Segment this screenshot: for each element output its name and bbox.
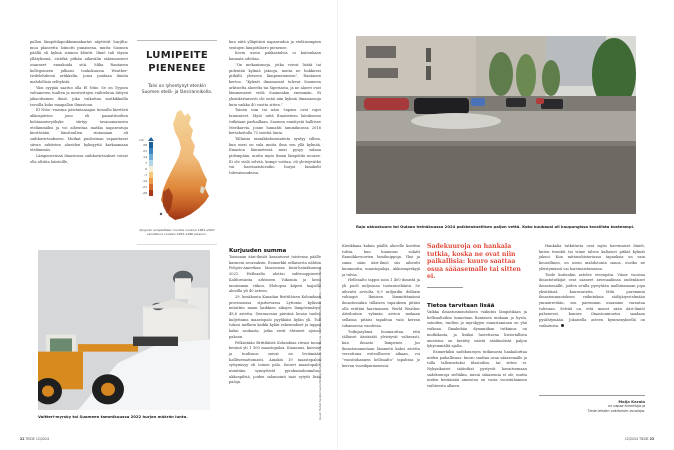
body-paragraph: Toinen niin tai näin -tapaus ovat rajut lumisateet. Myös niitä Ilmatieteen laitoksessa tutkitaan parhaillaan. Suomen ennätystä hallitsee Merikarvia, jonne humahti tammikuussa 2016 kertaheitolla 73 senttiä lunta. — [229, 108, 321, 136]
left-issue: 12/2024 — [35, 437, 50, 441]
snow-cover-infobox — [137, 40, 217, 245]
legend-label: -21 — [142, 185, 147, 189]
body-paragraph: ”On mekanismeja, jotka voivat lisätä tai pidentää kylmiä jaksoja, mutta ne hukkuvat pitkälti yleiseen lämpenemiseen”, Rantanen kertoo. ”Kylmät ilmamassat tulevat Suomeen arktiselta alueelta tai Siperiasta, ja ne alueet ovat lämmenneet vielä Suomeakin enemmän. Ei yksinkertaisesti ole enää niin kylmiä ilmamassoja kuin vaikka 40 vuotta sitten.” — [229, 62, 321, 107]
left-page-number: 22 — [20, 437, 25, 441]
body-paragraph: pallon lämpötilapoikkeamakartat näyttivät hurjilta: muu planeetta loimotti punaisena, mutta Suomen päällä oli kylmä sininen klöntti. Ilmiö tuli täysin yllätyksenä, eivätkä pitkän aikavälin sääennusteet osanneet ennakoida sitä. Mika Rantanen kollegoineen julkaisi toukokuussa Weather-tiedelehdessä artikkelin, jossa puidaan ilmiön mahdollisia selityksiä. — [30, 40, 128, 84]
legend-label: 28 — [143, 143, 147, 147]
page-spine — [337, 0, 338, 450]
photo-credits-text: Kuvat: Heikki Saukkomaa/Lehtikuva/Getty Images ja Vilja Harjula, Grafiikka: Matti Rantanen. Lähde: Ilmatieteen laitos. — [319, 266, 322, 420]
legend-swatch — [149, 190, 153, 196]
body-paragraph: Helleaalto tappoi noin 1 400 ihmistä ja yli puoli miljoonaa tuotantoeläintä. Se aiheutti arviolta 8,9 miljardin dollarin vahingot. Ihmisen lämmittämässä ilmastossakin tällaisen tapauksen pitäisi olla erittäin harvinainen. World Weather Attribution -ryhmän arvion mukaan sellaisia pitäisi tapahtua vain kerran tuhannessa vuodessa. — [342, 278, 420, 328]
flood-photo-caption: Raju ukkoskuuro toi Oulaan heinäkuussa 2024 poikkeuksellisen paljon vettä. Koko kuukausi oli kaupungissa tavallista kosteampi. — [356, 224, 635, 229]
article-column-7 — [539, 244, 645, 330]
right-page-number: 23 — [649, 437, 654, 441]
aland-islands — [160, 213, 162, 215]
infobox-top-rule — [137, 40, 217, 41]
legend-label: 14 — [143, 155, 147, 159]
end-mark-icon — [561, 324, 564, 327]
body-paragraph: Yksi syypää saattoi olla El Niño. Se on Tyynen valtameren tuulten ja merivirtojen vaihteluun liittyvä jaksoittainen ilmiö, joka vaikuttaa mutkikkailla tavoilla koko maapallon ilmastoon. — [30, 85, 128, 107]
body-paragraph: Kovin usein pakkastalvia ei kuitenkaan kannata odottaa. — [229, 51, 321, 62]
body-paragraph: Kirsikkana kakun päällä alueelle koettiin tulvia, kun kuumuus sulatti Rannikkovuorten lumihuippuja. Yksi ja sama sään ääri-ilmiö siis aiheutti kuumuutta, maastopaloja, ukkosmyrskyjä ja tulvia. — [342, 244, 420, 277]
body-paragraph: El Niño -vuosina päiväntasaajan tienoilla kiertävä akkospiivien jono eli pasaatituulten kohtaamisvyöhyke siirtyy tavanomaisesta etelämmäksi ja voi aiheuttaa matkia napaseutuja kiertävään länsituulten rintamaan eli suihkuvirtaukseen. Mutkat puolestaan vapauttavat siivun arktisten alueiden kylmyyttä karkaamaan etelämmäs. — [30, 108, 128, 153]
snow-photo-caption: Valtteri-myrsky toi Suomeen tammikuussa 2022 hurjan määrän lunta. — [38, 414, 188, 419]
author-role-line-2: Tiede-lehden vakituinen avustaja. — [587, 409, 645, 413]
finland-snow-change-map — [155, 110, 217, 225]
author-role-line-1: on vapaa toimittaja ja — [607, 404, 645, 408]
legend-label: 21 — [143, 149, 147, 153]
left-magazine-name: TIEDE — [25, 437, 35, 441]
article-column-6 — [427, 301, 527, 390]
byline-rule — [539, 395, 645, 396]
body-paragraph: Hankalia tutkittavia ovat myös harvinaiset ilmiöt, kuten trombit tai viime talven kaltaiset pitkät kylmät jaksot. Kun mittaushistoriassa tapauksia on vain kourallinen, on usein mahdotonta sanoa, ovatko ne yleistymässä vai harvinaistumassa. — [539, 244, 645, 271]
body-paragraph: Vaikka ilmastonmuutoksen vaikutus lämpötilaan ja helleaaltoihin tunnetaan Rantasen mukaan jo hyvin, sateiden, tuulten ja myrskyjen ennustaminen on yhä vaikeaa. Ilmakehän dynamiikan tutkimus on mutkikasta, ja lisäksi luotettavaa historiallista aineistoa on kerätty näistä sääilmiöistä paljon lyhyemmältä ajalta. — [427, 310, 527, 349]
right-issue: 12/2024 — [624, 437, 639, 441]
section-heading-tietoa: Tietoa tarvitaan lisää — [427, 303, 495, 309]
legend-label: 0 — [145, 167, 147, 171]
author-byline — [539, 399, 645, 414]
snow-plow-photo — [38, 250, 210, 410]
body-paragraph: Lämpenevässä ilmastossa suihkuvirtaukset voivat olla alttiita häiriöille, — [30, 154, 128, 164]
legend-arrow-icon — [148, 137, 154, 141]
infobox-title — [137, 50, 217, 75]
legend-label: -14 — [142, 179, 147, 183]
body-paragraph: Pelkästään Brittiläistä Kolumbiaa riivasi tuona kesänä yli 1 500 maastopaloa. Kuumuus, kuivuus ja tuulisuus saivat ne leviämään hallitsemattomasti. Ainakin 19 maastopalon syttymisyy oli toinen palo. Suuret maastopalot nimittäin synnyttivät pyrokumulonimbus-ukkospilviä, joiden salamointi taas sytytti lisää paloja. — [229, 340, 321, 385]
body-paragraph: kun niitä ylläpitävä napaseudun ja eteläisempien seutujen lämpötilaero pienenee. — [229, 40, 321, 50]
map-caption: Pysyvän lumipeitteen muutos vuosina 1991–2020 verrattuna vuosien 1961–1990 jaksoon. — [137, 228, 217, 237]
body-paragraph: 29. kesäkuuta Kanadan Brittiläisen Kolumbian provinssissa sijaitsevassa Lyttonin kylässä mitattiin maan kaikkien aikojen lämpöennätys, 49,6 astetta. Seuraavana päivänä kovan tuulen kuljettama maastopalo pyyhkäisi kylän yli. Tuli tuhosi melkein kaikki kylän rakennukset ja tappoi kaksi asukasta, jotka eivät ehtineet ajoissa pakoon. — [229, 294, 321, 339]
legend-label: 7 — [145, 161, 147, 165]
body-paragraph: Esimerkiksi sadekuurojen tutkimusta hankaloittaa niiden paikallisuus: kuuro saattaa osua sääasemalle ja tulla tallennetuksi tilastoihin, tai sitten ei. Nykyaikaiset säätutkat pystyvät havaitsemaan sadekuuroja sieltäkin, missä sääasemia ei ole, mutta niiden keräämää aineistoa on vasta vuosituhannen vaihteesta alkaen. — [427, 349, 527, 389]
right-page-folio — [625, 437, 654, 441]
body-paragraph: Tutkijaryhmä huomauttaa, että tällaiset ääriäsäät yleistyvät valtavasti, kun ilmasto lämpenee. Jos ilmastonannetaan lämmetä kaksi astetta verrattuna esiteolliseen aikaan, voi ”vuosituhannen helleaalto” tapahtua jo kerran vuosikymmenessä. — [342, 329, 420, 368]
article-column-5 — [342, 244, 420, 369]
body-paragraph-text: Tiede kuitenkin astelee eteenpäin. Viime vuosina ilmastotutkijat ovat saaneet arsenaaliinsa uudenlaiset ilmastomallit, joiden avulla pystytään mallintamaan jopa yksittäisiä kuurosateita. Mitä paremmin ilmastonmuutoksen vaikutuksia säilöjärjestelmään ymmärretään, sen paremmin osaamme varautua tulevaan. Selvää on, että monet sään ääri-ilmiöt pahenevat, kunnes ilmastonmuutos saadaan pysähtymään. Jokaisella asteen kymmenyksellä on vaikutusta. — [539, 272, 645, 328]
flood-photo — [356, 36, 636, 214]
body-paragraph — [539, 273, 645, 330]
author-name: Maija Karala — [618, 399, 645, 404]
infobox-bottom-rule — [137, 244, 217, 245]
article-column-1 — [30, 40, 128, 165]
infobox-title-line-2: PIENENEE — [148, 62, 206, 74]
pull-quote-rule — [427, 287, 463, 288]
left-page-folio — [20, 437, 49, 441]
section-heading-kurjuuden-summa: Kurjuuden summa — [229, 248, 287, 254]
infobox-lede: Talvi on lyhentynyt etenkin Suomen etelä- ja länsirannikolla. — [141, 84, 213, 95]
body-paragraph: Tällaisia rannikkolumisateita syntyy silloin, kun meri on sula mutta ilma sen yllä kylmää. Ilmaston lämmetessä meri pysyy sulana pidempään, mutta myös ilman lämpötila nousee. Ei ole vielä selvää, kumpi voittaa, eli yleistyvätkö vai harvinaistuvatko hurjat lumikelit tulevaisuudessa. — [229, 136, 321, 176]
legend-unit: vrk — [139, 138, 144, 142]
body-paragraph: Toisinaan ääri-ilmiöt kasautuvat toistensa päälle karmein seurauksin. Esimerkki sellaisesta nähtiin Pohjois-Amerikan länsiosissa kesä-heinäkuussa 2021. Helleaalto ulottui subtrooppisesta Kaliforniasta arktiseen Yukoniin ja kesti muutaman viikon. Elohopea kiipesi laajoilla alueilla yli 40 asteen. — [229, 255, 321, 294]
article-column-4 — [229, 246, 321, 386]
infobox-title-line-1: LUMIPEITE — [145, 50, 209, 61]
legend-label: -7 — [144, 173, 147, 177]
article-column-3 — [229, 40, 321, 177]
right-magazine-name: TIEDE — [639, 437, 649, 441]
legend-label: -28 — [142, 191, 147, 195]
pull-quote: Sadekuuroja on hankala tutkia, koska ne ovat niin paikallisia: kuuro saattaa osua sääasemalle tai sitten ei. — [427, 243, 521, 281]
